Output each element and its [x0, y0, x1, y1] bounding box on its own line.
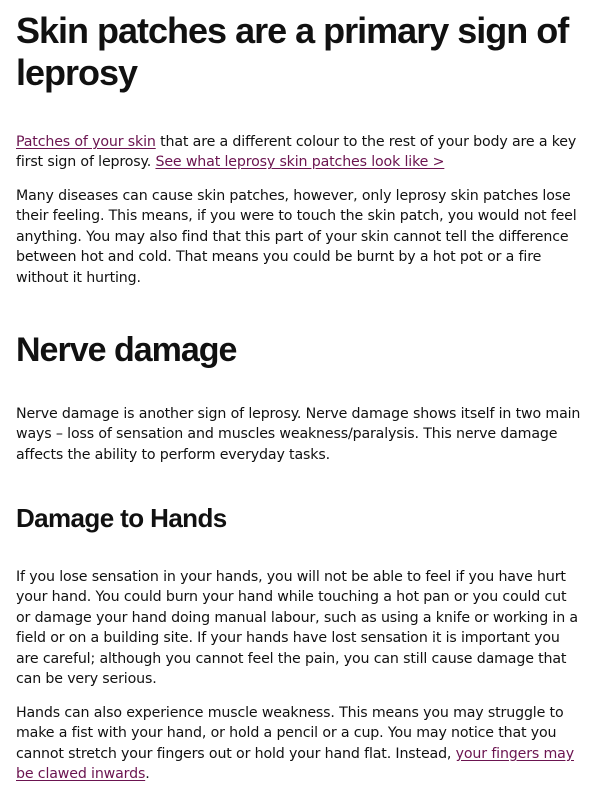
intro-text: that are a different colour to the rest of your body are a key first sign of leprosy.: [16, 134, 577, 171]
period: .: [145, 766, 150, 783]
nerve-damage-heading: Nerve damage: [16, 331, 237, 369]
fingers-clawed-link[interactable]: your fingers may be clawed inwards: [16, 745, 574, 783]
skin-patches-intro-paragraph: [16, 132, 582, 173]
patches-of-skin-link[interactable]: Patches of your skin: [16, 134, 156, 150]
hands-sensation-paragraph: If you lose sensation in your hands, you will not be able to feel if you have hurt your hand. You could burn your hand while touching a hot pan or you could cut or damage your hand doing manual labour, such as using a knife or working in a field or on a building site. If your hands have lost sensation it is important you are careful; although you cannot feel the pain, you can still cause damage that can be very serious.: [16, 569, 578, 688]
page-title: Skin patches are a primary sign of leprosy: [16, 10, 569, 93]
damage-to-hands-heading: Damage to Hands: [16, 503, 227, 533]
skin-patches-paragraph: Many diseases can cause skin patches, however, only leprosy skin patches lose their feeling. This means, if you were to touch the skin patch, you would not feel anything. You may also find that this part of your skin cannot tell the difference between hot and cold. That means you could be burnt by a hot pot or a fire without it hurting.: [16, 188, 577, 286]
hands-weakness-paragraph: [16, 703, 582, 785]
weakness-text: Hands can also experience muscle weakness. This means you may struggle to make a fist with your hand, or hold a pencil or a cup. You may notice that you cannot stretch your fingers out or hold your hand flat. Instead,: [16, 705, 564, 762]
see-skin-patches-link[interactable]: See what leprosy skin patches look like >: [155, 154, 445, 171]
nerve-damage-paragraph: Nerve damage is another sign of leprosy. Nerve damage shows itself in two main ways – loss of sensation and muscles weakness/paralysis. This nerve damage affects the ability to perform everyday tasks.: [16, 406, 581, 463]
